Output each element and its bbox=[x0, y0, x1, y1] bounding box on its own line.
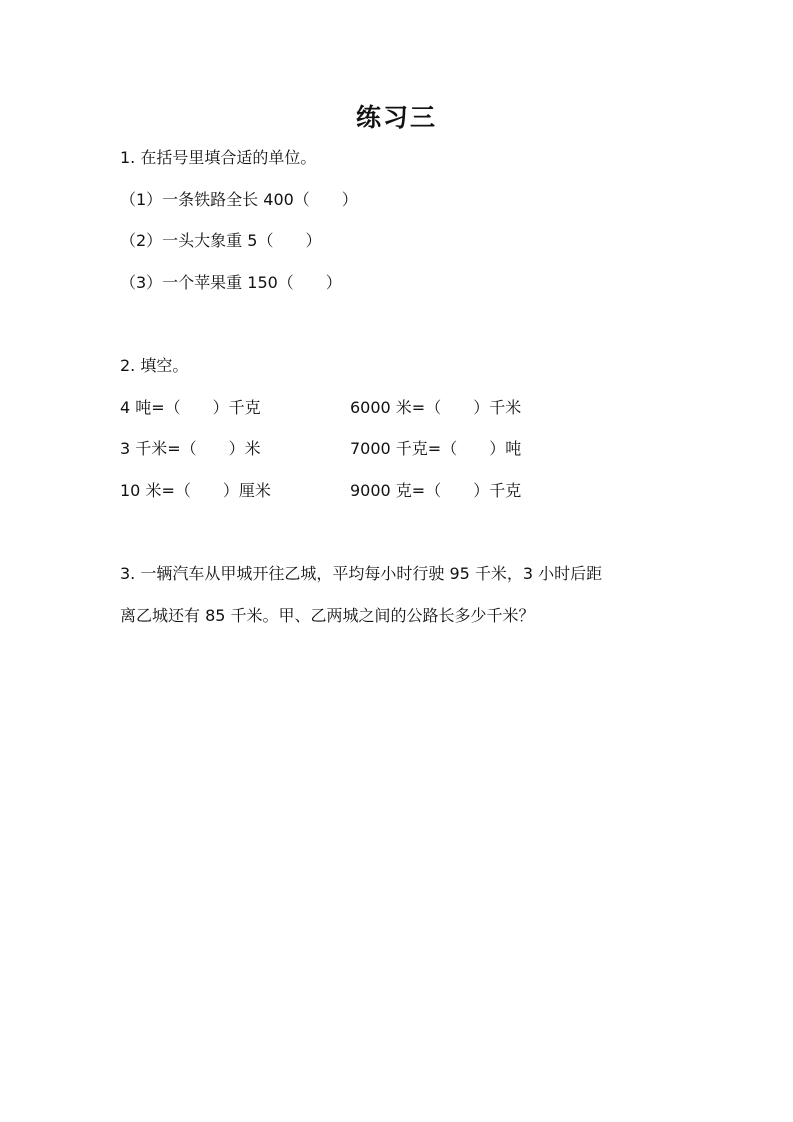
question-2-right-2: 7000 千克=（ ）吨 bbox=[350, 439, 522, 458]
question-2-left-1: 4 吨=（ ）千克 bbox=[120, 398, 261, 417]
page-title: 练习三 bbox=[355, 103, 437, 132]
question-3-line-1: 3. 一辆汽车从甲城开往乙城，平均每小时行驶 95 千米，3 小时后距 bbox=[120, 564, 603, 583]
question-2-left-2: 3 千米=（ ）米 bbox=[120, 439, 261, 458]
question-2-heading: 2. 填空。 bbox=[120, 356, 189, 375]
question-1-item-1: （1）一条铁路全长 400（ ） bbox=[120, 190, 358, 209]
question-2-right-3: 9000 克=（ ）千克 bbox=[350, 481, 522, 500]
question-1-heading: 1. 在括号里填合适的单位。 bbox=[120, 148, 317, 167]
question-1-item-2: （2）一头大象重 5（ ） bbox=[120, 231, 322, 250]
question-1-item-3: （3）一个苹果重 150（ ） bbox=[120, 273, 342, 292]
question-2-right-1: 6000 米=（ ）千米 bbox=[350, 398, 522, 417]
question-2-left-3: 10 米=（ ）厘米 bbox=[120, 481, 271, 500]
question-3-line-2: 离乙城还有 85 千米。甲、乙两城之间的公路长多少千米？ bbox=[120, 606, 535, 625]
